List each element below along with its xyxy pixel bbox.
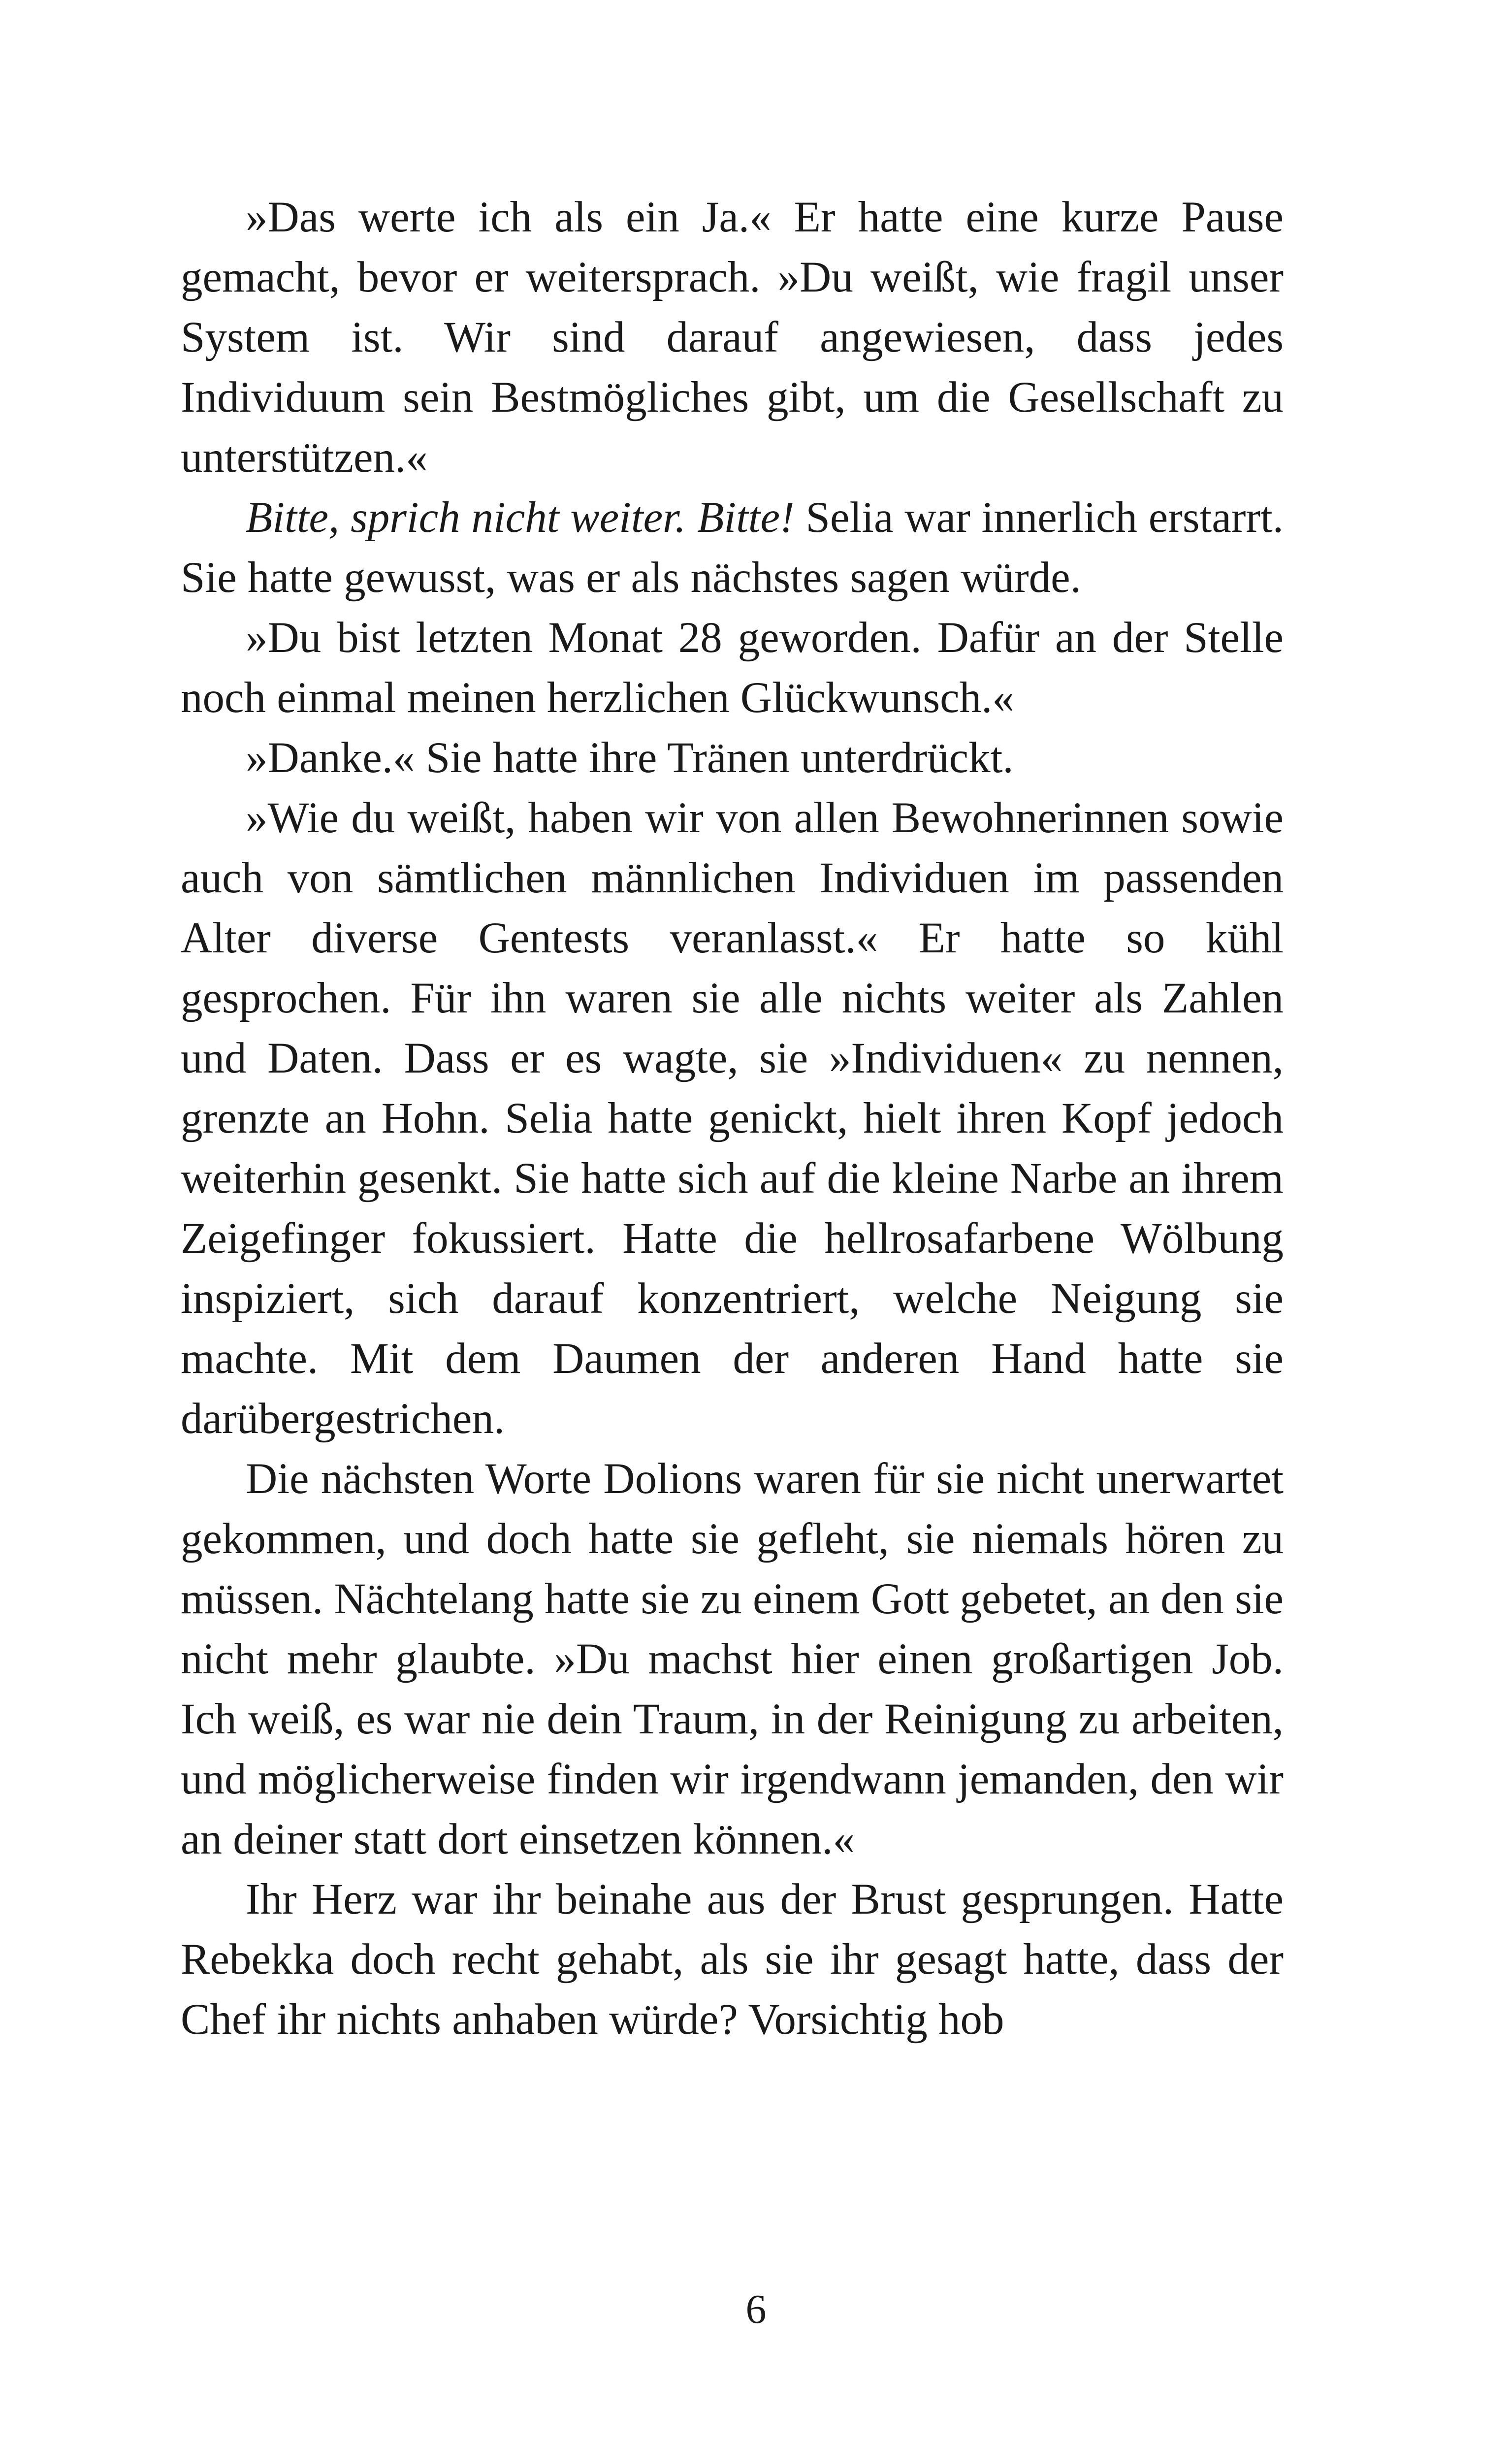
paragraph-1-text: »Das werte ich als ein Ja.« Er hatte eine kurze Pause gemacht, bevor er weitersprach. »Du weißt, wie fragil unser System ist. Wir sind darauf angewiesen, dass jedes Individuum sein Bestmögliches gibt, um die Gesellschaft zu unterstützen.« (181, 193, 1284, 482)
paragraph-7-text: Ihr Herz war ihr beinahe aus der Brust gesprungen. Hatte Rebekka doch recht gehabt, als sie ihr gesagt hatte, dass der Chef ihr nichts anhaben würde? Vorsichtig hob (181, 1875, 1284, 2044)
paragraph-5 (181, 788, 1284, 1449)
paragraph-5-text: »Wie du weißt, haben wir von allen Bewohnerinnen sowie auch von sämtlichen männlichen Individuen im passenden Alter diverse Gentests veranlasst.« Er hatte so kühl gesprochen. Für ihn waren sie alle nichts weiter als Zahlen und Daten. Dass er es wagte, sie »Individuen« zu nennen, grenzte an Hohn. Selia hatte genickt, hielt ihren Kopf jedoch weiterhin gesenkt. Sie hatte sich auf die kleine Narbe an ihrem Zeigefinger fokussiert. Hatte die hellrosafarbene Wölbung inspiziert, sich darauf konzentriert, welche Neigung sie machte. Mit dem Daumen der anderen Hand hatte sie darübergestrichen. (181, 794, 1284, 1443)
paragraph-2-text: Selia war innerlich erstarrt. Sie hatte gewusst, was er als nächstes sagen würde. (181, 493, 1284, 602)
paragraph-2-italic-thought: Bitte, sprich nicht weiter. Bitte! (246, 493, 795, 542)
paragraph-2 (181, 488, 1284, 608)
paragraph-1 (181, 187, 1284, 488)
paragraph-3-text: »Du bist letzten Monat 28 geworden. Dafür an der Stelle noch einmal meinen herzlichen Glückwunsch.« (181, 614, 1284, 722)
paragraph-4-text: »Danke.« Sie hatte ihre Tränen unterdrückt. (246, 734, 1014, 782)
book-page-body (181, 187, 1284, 2157)
paragraph-7 (181, 1869, 1284, 2050)
paragraph-3 (181, 608, 1284, 728)
paragraph-6 (181, 1449, 1284, 1869)
paragraph-4 (181, 728, 1284, 788)
paragraph-6-text: Die nächsten Worte Dolions waren für sie nicht unerwartet gekommen, und doch hatte sie gefleht, sie niemals hören zu müssen. Nächtelang hatte sie zu einem Gott gebetet, an den sie nicht mehr glaubte. »Du machst hier einen großartigen Job. Ich weiß, es war nie dein Traum, in der Reinigung zu arbeiten, und möglicherweise finden wir irgendwann jemanden, den wir an deiner statt dort einsetzen können.« (181, 1455, 1284, 1863)
page-number: 6 (745, 2286, 767, 2332)
